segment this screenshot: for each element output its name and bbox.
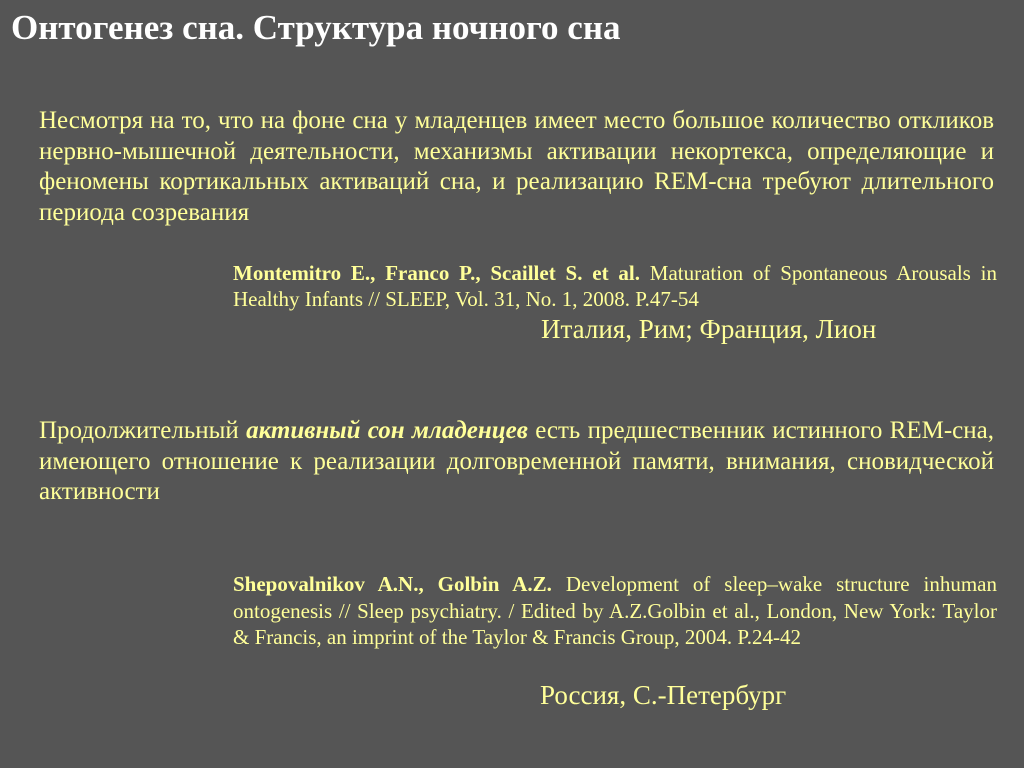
- location-italy-france: Италия, Рим; Франция, Лион: [541, 314, 877, 344]
- slide-title: Онтогенез сна. Структура ночного сна: [11, 8, 621, 47]
- citation-shepovalnikov: [233, 571, 997, 651]
- citation-authors: Montemitro E., Franco P., Scaillet S. et al.: [233, 261, 640, 285]
- citation-reference: Maturation of Spontaneous Arousals in Healthy Infants // SLEEP, Vol. 31, No. 1, 2008. P.47-54: [233, 261, 997, 311]
- paragraph-active-sleep: [39, 416, 994, 508]
- location-russia: Россия, С.-Петербург: [540, 680, 787, 710]
- citation-reference: Development of sleep–wake structure inhuman ontogenesis // Sleep psychiatry. / Edited by A.Z.Golbin et al., London, New York: Taylor & Francis, an imprint of the Taylor & Francis Group, 2004. P.24-42: [233, 572, 998, 649]
- paragraph-text-before: Продолжительный: [39, 417, 247, 444]
- paragraph-text-after: есть предшественник истинного REM-сна, имеющего отношение к реализации долговременной памяти, внимания, сновидческой активности: [39, 417, 994, 505]
- paragraph-infant-sleep-activation: Несмотря на то, что на фоне сна у младенцев имеет место большое количество откликов нервно-мышечной деятельности, механизмы активации некортекса, определяющие и феномены кортикальных активаций сна, и реализацию REM-сна требуют длительного периода созревания: [39, 107, 994, 226]
- emphasized-term: активный сон младенцев: [246, 417, 528, 444]
- citation-authors: Shepovalnikov A.N., Golbin A.Z.: [233, 572, 552, 596]
- citation-montemitro: [233, 260, 997, 312]
